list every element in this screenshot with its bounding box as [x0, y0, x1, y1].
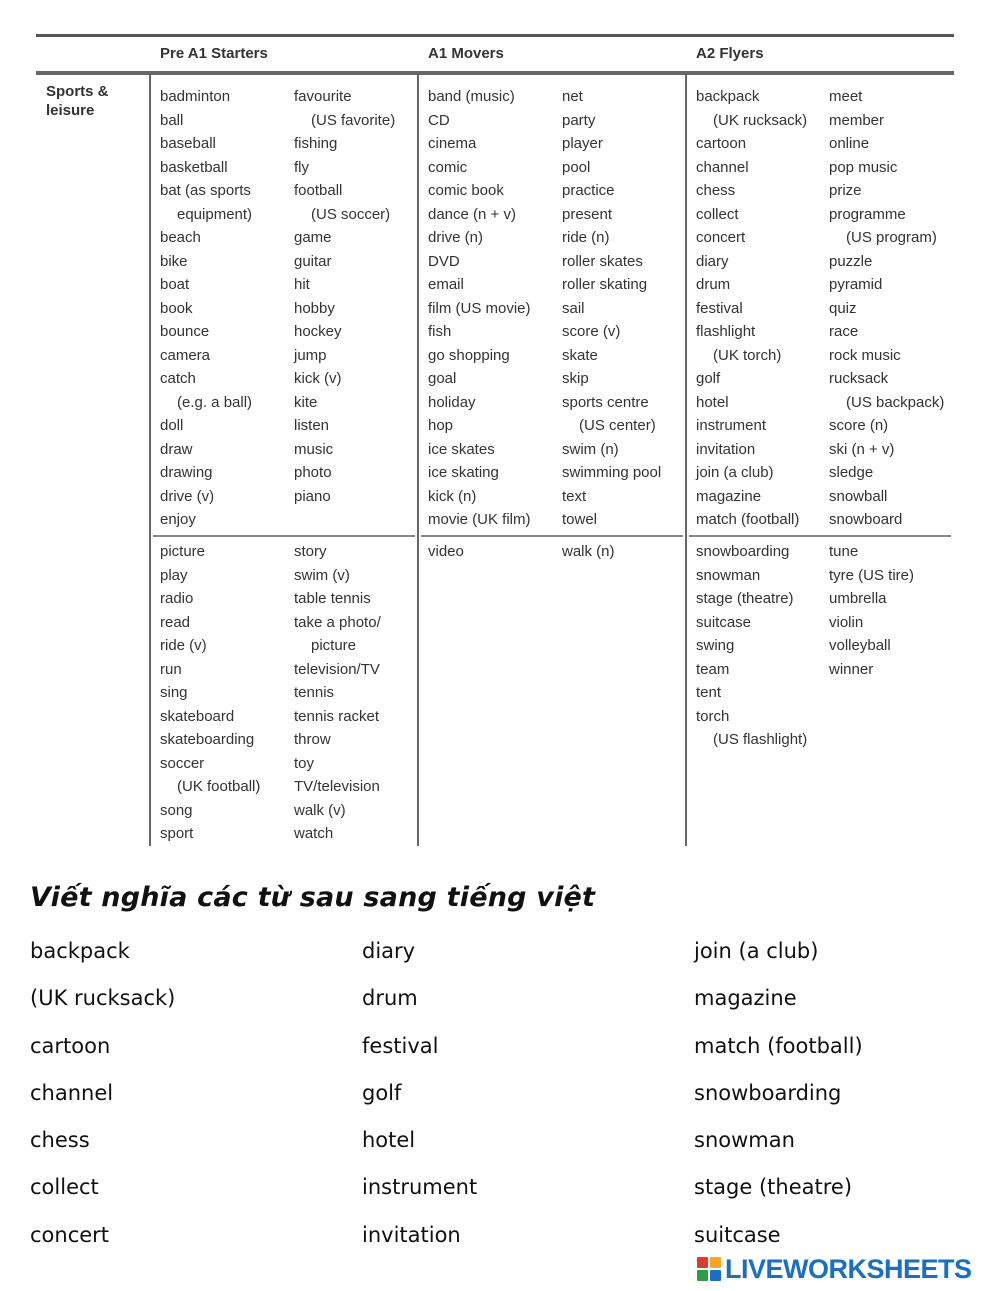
word-item: DVD [428, 252, 460, 270]
header-movers: A1 Movers [428, 45, 504, 62]
word-item: concert [30, 1222, 110, 1247]
flyers-word-list-2 [829, 85, 944, 532]
word-item: walk (v) [294, 801, 346, 819]
word-item: dance (n + v) [428, 205, 516, 223]
category-line-1: Sports & [46, 83, 109, 100]
word-item: quiz [829, 299, 857, 317]
word-item: baseball [160, 135, 216, 152]
word-item: hop [428, 417, 454, 434]
word-item: pyramid [829, 276, 883, 293]
word-item: tune [829, 543, 859, 560]
word-item: hotel [696, 393, 729, 411]
word-item: watch [294, 825, 334, 842]
word-item: sport [160, 825, 194, 842]
word-item: football [294, 182, 343, 199]
word-item: (US center) [579, 417, 656, 434]
word-item: diary [696, 252, 729, 270]
word-item: skate [562, 346, 598, 364]
word-item: suitcase [696, 613, 752, 631]
flyers-word-list-1 [696, 85, 807, 532]
word-item: ball [160, 111, 184, 129]
word-item: net [562, 88, 583, 105]
word-item: music [294, 440, 334, 458]
word-item: toy [294, 754, 315, 772]
word-item: instrument [362, 1175, 478, 1200]
word-item: pop music [829, 158, 898, 176]
exercise-word-list-1 [30, 928, 175, 1259]
word-item: invitation [362, 1222, 461, 1247]
word-item: story [294, 543, 327, 560]
word-item: drawing [160, 464, 213, 481]
word-item: hockey [294, 323, 342, 340]
word-item: game [294, 229, 332, 246]
word-item: (US favorite) [311, 111, 396, 129]
section-divider-starters [153, 535, 415, 537]
word-item: bike [160, 252, 188, 270]
word-item: backpack [696, 88, 760, 105]
word-item: sledge [829, 464, 874, 481]
section-divider-movers [421, 535, 683, 537]
word-item: piano [294, 487, 331, 505]
word-item: swimming pool [562, 464, 662, 481]
word-item: camera [160, 346, 211, 364]
word-item: hotel [362, 1128, 416, 1153]
word-item: practice [562, 182, 615, 199]
movers-word-list-3 [428, 540, 464, 564]
word-item: badminton [160, 88, 231, 105]
word-item: festival [362, 1033, 439, 1058]
word-item: throw [294, 731, 331, 748]
word-item: invitation [696, 440, 756, 458]
word-item: sports centre [562, 393, 649, 411]
starters-word-list-3 [160, 540, 260, 846]
word-item: snowboarding [696, 543, 790, 560]
word-item: (UK torch) [713, 346, 782, 364]
word-item: television/TV [294, 660, 380, 678]
word-item: fly [294, 158, 309, 176]
header-flyers: A2 Flyers [696, 45, 764, 62]
starters-word-list-2 [294, 85, 395, 508]
word-item: song [160, 801, 193, 819]
word-item: skip [562, 370, 589, 387]
word-item: score (n) [829, 417, 889, 434]
word-item: (US backpack) [846, 393, 945, 411]
word-item: skateboard [160, 707, 235, 725]
word-item: stage (theatre) [694, 1175, 853, 1200]
word-item: player [562, 135, 603, 152]
starters-word-list-4 [294, 540, 381, 846]
word-item: prize [829, 182, 862, 199]
word-item: team [696, 660, 730, 678]
word-item: drum [696, 276, 731, 293]
word-item: diary [362, 939, 416, 963]
word-item: picture [311, 637, 357, 654]
word-item: (e.g. a ball) [177, 393, 253, 411]
word-item: volleyball [829, 637, 891, 654]
word-item: walk (n) [562, 543, 615, 560]
word-item: winner [829, 660, 874, 678]
word-item: programme [829, 205, 906, 223]
word-item: video [428, 543, 464, 560]
liveworksheets-logo [697, 1254, 972, 1284]
word-item: roller skating [562, 276, 648, 293]
word-item: drum [362, 986, 418, 1011]
word-item: band (music) [428, 88, 515, 105]
exercise-word-list-3 [694, 928, 863, 1259]
word-item: enjoy [160, 511, 196, 528]
word-item: race [829, 323, 859, 340]
header-starters: Pre A1 Starters [160, 45, 268, 62]
word-item: jump [294, 346, 327, 364]
word-item: snowman [694, 1128, 795, 1153]
word-item: magazine [694, 986, 797, 1011]
word-item: online [829, 135, 870, 152]
word-item: member [829, 111, 885, 129]
word-item: violin [829, 613, 864, 631]
category-label [46, 82, 109, 120]
word-item: play [160, 566, 188, 584]
word-item: snowboarding [694, 1080, 842, 1105]
word-item: swing [696, 637, 735, 654]
section-divider-flyers [689, 535, 951, 537]
word-item: comic [428, 158, 468, 176]
word-item: read [160, 613, 191, 631]
word-item: towel [562, 511, 598, 528]
word-item: rucksack [829, 370, 889, 387]
word-item: skateboarding [160, 731, 255, 748]
word-item: tennis [294, 684, 335, 701]
word-item: swim (v) [294, 566, 350, 584]
word-item: soccer [160, 754, 205, 772]
word-item: golf [362, 1080, 402, 1105]
word-item: boat [160, 276, 190, 293]
word-item: (US program) [846, 229, 937, 246]
word-item: ice skating [428, 464, 499, 481]
word-item: cartoon [696, 135, 747, 152]
word-item: tennis racket [294, 707, 380, 725]
word-item: sing [160, 684, 188, 701]
word-item: ice skates [428, 440, 495, 458]
word-item: tent [696, 684, 722, 701]
word-item: fish [428, 323, 452, 340]
word-item: concert [696, 229, 746, 246]
word-item: present [562, 205, 613, 223]
word-item: catch [160, 370, 196, 387]
word-item: kite [294, 393, 318, 411]
word-item: channel [696, 158, 749, 176]
word-item: collect [696, 205, 739, 223]
word-item: ride (n) [562, 229, 610, 246]
word-item: movie (UK film) [428, 511, 531, 528]
word-item: listen [294, 417, 330, 434]
word-item: swim (n) [562, 440, 619, 458]
word-item: match (football) [694, 1033, 863, 1058]
word-item: snowball [829, 487, 888, 505]
column-divider-2 [417, 75, 419, 846]
word-item: doll [160, 417, 184, 434]
flyers-word-list-3 [696, 540, 807, 752]
movers-word-list-1 [428, 85, 531, 532]
table-top-rule [36, 34, 954, 37]
word-item: favourite [294, 88, 352, 105]
word-item: rock music [829, 346, 901, 364]
word-item: fishing [294, 135, 338, 152]
word-item: bat (as sports [160, 182, 251, 199]
word-item: comic book [428, 182, 504, 199]
word-item: roller skates [562, 252, 643, 270]
word-item: snowman [696, 566, 761, 584]
word-item: hit [294, 276, 310, 293]
word-item: backpack [30, 939, 130, 963]
word-item: beach [160, 229, 201, 246]
exercise-title: Viết nghĩa các từ sau sang tiếng việt [30, 882, 596, 913]
movers-word-list-2 [562, 85, 661, 532]
word-item: join (a club) [694, 939, 819, 963]
logo-text: LIVEWORKSHEETS [725, 1253, 972, 1284]
word-item: (US flashlight) [713, 731, 808, 748]
word-item: golf [696, 370, 721, 387]
word-item: table tennis [294, 590, 371, 607]
word-item: equipment) [177, 205, 253, 223]
word-item: torch [696, 707, 730, 725]
word-item: basketball [160, 158, 228, 176]
word-item: ride (v) [160, 637, 207, 654]
word-item: bounce [160, 323, 210, 340]
word-item: cartoon [30, 1033, 111, 1058]
word-item: drive (n) [428, 229, 484, 246]
starters-word-list-1 [160, 85, 252, 532]
word-item: goal [428, 370, 457, 387]
word-item: sail [562, 299, 585, 317]
word-item: party [562, 111, 596, 129]
word-item: (UK rucksack) [30, 986, 176, 1011]
category-line-2: leisure [46, 102, 95, 119]
word-item: go shopping [428, 346, 510, 364]
word-item: match (football) [696, 511, 800, 528]
column-divider-1 [149, 75, 151, 846]
word-item: kick (v) [294, 370, 342, 387]
movers-word-list-4 [562, 540, 615, 564]
table-header-rule [36, 71, 954, 75]
word-item: text [562, 487, 587, 505]
word-item: channel [30, 1080, 114, 1105]
word-item: snowboard [829, 511, 903, 528]
word-item: picture [160, 543, 206, 560]
word-item: email [428, 276, 464, 293]
word-item: guitar [294, 252, 332, 270]
word-item: holiday [428, 393, 476, 411]
word-item: radio [160, 590, 194, 607]
word-item: chess [30, 1128, 90, 1153]
word-item: meet [829, 88, 863, 105]
word-item: film (US movie) [428, 299, 531, 317]
word-item: suitcase [694, 1222, 781, 1247]
word-item: (UK rucksack) [713, 111, 808, 129]
word-item: flashlight [696, 323, 756, 340]
word-item: photo [294, 464, 332, 481]
word-item: CD [428, 111, 450, 129]
word-item: kick (n) [428, 487, 477, 505]
word-item: join (a club) [696, 464, 774, 481]
word-item: collect [30, 1175, 99, 1200]
word-item: umbrella [829, 590, 887, 607]
word-item: run [160, 660, 182, 678]
word-item: stage (theatre) [696, 590, 794, 607]
word-item: (UK football) [177, 778, 261, 795]
word-item: (US soccer) [311, 205, 391, 223]
word-item: TV/television [294, 778, 380, 795]
word-item: book [160, 299, 193, 317]
word-item: draw [160, 440, 193, 458]
word-item: score (v) [562, 323, 621, 340]
word-item: festival [696, 299, 743, 317]
word-item: ski (n + v) [829, 440, 895, 458]
word-item: instrument [696, 417, 767, 434]
flyers-word-list-4 [829, 540, 914, 681]
exercise-word-list-2 [362, 928, 477, 1259]
word-item: pool [562, 158, 591, 176]
logo-tiles-icon [697, 1257, 721, 1281]
word-item: tyre (US tire) [829, 566, 915, 584]
column-divider-3 [685, 75, 687, 846]
word-item: cinema [428, 135, 477, 152]
word-item: puzzle [829, 252, 873, 270]
word-item: hobby [294, 299, 335, 317]
word-item: magazine [696, 487, 762, 505]
word-item: chess [696, 182, 736, 199]
word-item: take a photo/ [294, 613, 381, 631]
word-item: drive (v) [160, 487, 215, 505]
